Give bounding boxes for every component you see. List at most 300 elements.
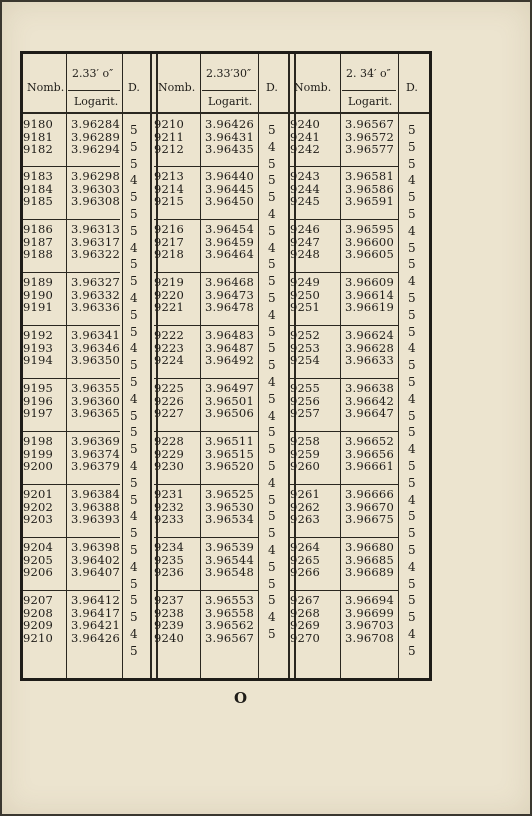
table-row-logarithm: 3.96393	[71, 512, 120, 526]
header-rule	[23, 112, 429, 114]
table-row-logarithm: 3.96548	[205, 565, 254, 579]
difference-value: 4	[130, 341, 138, 356]
table-row-logarithm: 3.96708	[345, 630, 394, 645]
table-row-number: 9207	[23, 593, 54, 607]
difference-value: 5	[268, 492, 276, 507]
table-row-logarithm: 3.96685	[345, 552, 394, 567]
difference-value: 5	[130, 610, 138, 625]
table-row-number: 9266	[290, 565, 321, 579]
table-row-number: 9255	[290, 381, 321, 395]
difference-value: 5	[408, 190, 416, 205]
table-row-logarithm: 3.96303	[71, 181, 120, 196]
table-row-number: 9251	[290, 300, 321, 314]
table-row-logarithm: 3.96360	[71, 393, 120, 408]
table-row-logarithm: 3.96450	[205, 194, 254, 208]
difference-value: 5	[408, 358, 416, 373]
table-row-number: 9220	[154, 287, 185, 302]
logarit-header: Logarit.	[74, 95, 119, 108]
difference-value: 5	[268, 190, 276, 205]
table-row-number: 9199	[23, 446, 54, 461]
difference-value: 5	[408, 240, 416, 255]
table-row-logarithm: 3.96374	[71, 446, 120, 461]
table-row-number: 9184	[23, 181, 54, 196]
angle-header: 2. 34′ o″	[346, 67, 391, 80]
difference-value: 5	[408, 257, 416, 272]
table-row-number: 9194	[23, 353, 54, 367]
table-row-number: 9270	[290, 630, 321, 645]
difference-value: 5	[130, 123, 138, 137]
table-row-number: 9191	[23, 300, 54, 314]
table-row-number: 9260	[290, 459, 321, 473]
table-row-number: 9269	[290, 618, 321, 632]
difference-value: 5	[408, 459, 416, 473]
table-row-logarithm: 3.96332	[71, 287, 120, 302]
group-rule	[154, 431, 258, 432]
table-row-logarithm: 3.96407	[71, 565, 120, 579]
difference-value: 5	[408, 408, 416, 423]
table-row-logarithm: 3.96534	[205, 512, 254, 526]
table-row-logarithm: 3.96675	[345, 512, 394, 526]
difference-value: 5	[408, 324, 416, 339]
table-row-number: 9226	[154, 393, 185, 408]
difference-value: 4	[408, 391, 416, 406]
table-row-number: 9210	[23, 630, 54, 645]
table-row-number: 9240	[290, 117, 321, 131]
column-rule	[122, 54, 123, 678]
difference-value: 5	[130, 375, 138, 389]
table-row-number: 9217	[154, 234, 185, 249]
table-row-logarithm: 3.96445	[205, 181, 254, 196]
table-row-number: 9214	[154, 181, 185, 196]
table-row-number: 9252	[290, 328, 321, 342]
table-row-logarithm: 3.96619	[345, 300, 394, 314]
table-row-logarithm: 3.96605	[345, 247, 394, 261]
table-row-logarithm: 3.96699	[345, 605, 394, 620]
difference-value: 4	[130, 509, 138, 524]
group-rule	[23, 325, 120, 326]
difference-value: 4	[268, 475, 276, 490]
table-row-logarithm: 3.96511	[205, 434, 254, 448]
table-row-logarithm: 3.96294	[71, 142, 120, 156]
difference-value: 5	[130, 156, 138, 171]
table-row-logarithm: 3.96609	[345, 275, 394, 289]
table-row-logarithm: 3.96501	[205, 393, 254, 408]
table-row-number: 9242	[290, 142, 321, 156]
table-row-logarithm: 3.96647	[345, 406, 394, 420]
group-rule	[23, 166, 120, 167]
difference-value: 5	[268, 358, 276, 373]
difference-value: 5	[130, 274, 138, 289]
table-row-number: 9253	[290, 340, 321, 355]
table-row-logarithm: 3.96506	[205, 406, 254, 420]
table-row-logarithm: 3.96426	[205, 117, 254, 131]
difference-value: 4	[408, 627, 416, 641]
table-row-number: 9192	[23, 328, 54, 342]
table-row-number: 9240	[154, 630, 185, 645]
table-row-logarithm: 3.96440	[205, 169, 254, 183]
table-row-number: 9190	[23, 287, 54, 302]
table-row-number: 9246	[290, 222, 321, 236]
table-row-logarithm: 3.96520	[205, 459, 254, 473]
difference-value: 5	[130, 223, 138, 238]
group-rule	[154, 590, 258, 591]
group-rule	[290, 537, 398, 538]
group-rule	[154, 166, 258, 167]
table-row-number: 9232	[154, 499, 185, 514]
table-row-number: 9241	[290, 129, 321, 144]
difference-value: 5	[130, 576, 138, 591]
table-row-number: 9222	[154, 328, 185, 342]
table-row-number: 9265	[290, 552, 321, 567]
d-header: D.	[128, 81, 140, 94]
logarit-header: Logarit.	[348, 95, 393, 108]
difference-value: 4	[268, 375, 276, 389]
table-row-logarithm: 3.96388	[71, 499, 120, 514]
nomb-header: Nomb.	[158, 81, 196, 94]
angle-header: 2.33′ o″	[72, 67, 114, 80]
table-row-number: 9201	[23, 487, 54, 501]
table-row-logarithm: 3.96459	[205, 234, 254, 249]
table-row-logarithm: 3.96483	[205, 328, 254, 342]
difference-value: 5	[268, 459, 276, 473]
table-row-number: 9223	[154, 340, 185, 355]
difference-value: 4	[408, 442, 416, 457]
column-rule	[398, 54, 399, 678]
group-rule	[23, 378, 120, 379]
difference-value: 5	[268, 123, 276, 137]
column-rule	[340, 54, 341, 678]
table-row-number: 9235	[154, 552, 185, 567]
difference-value: 4	[130, 391, 138, 406]
table-row-number: 9180	[23, 117, 54, 131]
group-rule	[23, 484, 120, 485]
group-rule	[23, 590, 120, 591]
table-row-number: 9239	[154, 618, 185, 632]
difference-value: 5	[130, 593, 138, 608]
difference-value: 5	[130, 442, 138, 457]
difference-value: 5	[408, 375, 416, 389]
table-row-number: 9213	[154, 169, 185, 183]
table-row-number: 9221	[154, 300, 185, 314]
group-rule	[23, 537, 120, 538]
group-rule	[154, 484, 258, 485]
group-rule	[154, 325, 258, 326]
table-row-logarithm: 3.96689	[345, 565, 394, 579]
table-row-logarithm: 3.96680	[345, 540, 394, 554]
table-row-logarithm: 3.96581	[345, 169, 394, 183]
table-row-number: 9237	[154, 593, 185, 607]
difference-value: 4	[408, 341, 416, 356]
table-row-number: 9245	[290, 194, 321, 208]
group-rule	[23, 272, 120, 273]
difference-value: 5	[268, 341, 276, 356]
table-row-number: 9258	[290, 434, 321, 448]
table-row-logarithm: 3.96525	[205, 487, 254, 501]
table-row-logarithm: 3.96515	[205, 446, 254, 461]
table-row-number: 9208	[23, 605, 54, 620]
group-rule	[23, 219, 120, 220]
difference-value: 4	[268, 139, 276, 154]
group-rule	[290, 166, 398, 167]
table-row-logarithm: 3.96402	[71, 552, 120, 567]
difference-value: 5	[408, 643, 416, 658]
table-row-logarithm: 3.96384	[71, 487, 120, 501]
table-row-logarithm: 3.96614	[345, 287, 394, 302]
table-row-number: 9186	[23, 222, 54, 236]
table-row-number: 9181	[23, 129, 54, 144]
table-row-logarithm: 3.96628	[345, 340, 394, 355]
table-row-logarithm: 3.96426	[71, 630, 120, 645]
group-rule	[290, 378, 398, 379]
difference-value: 4	[408, 173, 416, 188]
table-row-number: 9210	[154, 117, 185, 131]
table-row-number: 9188	[23, 247, 54, 261]
table-row-number: 9185	[23, 194, 54, 208]
table-row-number: 9204	[23, 540, 54, 554]
group-rule	[290, 431, 398, 432]
difference-value: 5	[268, 274, 276, 289]
group-rule	[290, 219, 398, 220]
difference-value: 4	[268, 207, 276, 221]
difference-value: 5	[130, 526, 138, 541]
difference-value: 5	[408, 207, 416, 221]
table-row-logarithm: 3.96379	[71, 459, 120, 473]
difference-value: 4	[408, 223, 416, 238]
difference-value: 5	[130, 425, 138, 440]
table-row-logarithm: 3.96322	[71, 247, 120, 261]
group-rule	[290, 325, 398, 326]
table-row-number: 9224	[154, 353, 185, 367]
difference-value: 4	[130, 559, 138, 574]
group-rule	[290, 484, 398, 485]
logarit-header: Logarit.	[208, 95, 253, 108]
table-row-logarithm: 3.96558	[205, 605, 254, 620]
difference-value: 5	[130, 207, 138, 221]
difference-value: 5	[130, 475, 138, 490]
angle-header: 2.33′30″	[206, 67, 252, 80]
difference-value: 4	[268, 240, 276, 255]
table-row-number: 9233	[154, 512, 185, 526]
table-row-number: 9267	[290, 593, 321, 607]
table-row-logarithm: 3.96284	[71, 117, 120, 131]
table-row-number: 9228	[154, 434, 185, 448]
table-row-number: 9219	[154, 275, 185, 289]
difference-value: 4	[408, 559, 416, 574]
table-row-logarithm: 3.96308	[71, 194, 120, 208]
table-row-logarithm: 3.96454	[205, 222, 254, 236]
angle-rule	[68, 90, 120, 91]
table-row-logarithm: 3.96694	[345, 593, 394, 607]
difference-value: 5	[268, 509, 276, 524]
table-row-logarithm: 3.96341	[71, 328, 120, 342]
table-row-logarithm: 3.96652	[345, 434, 394, 448]
table-row-number: 9247	[290, 234, 321, 249]
table-row-number: 9215	[154, 194, 185, 208]
table-row-number: 9212	[154, 142, 185, 156]
table-row-logarithm: 3.96435	[205, 142, 254, 156]
table-row-number: 9203	[23, 512, 54, 526]
table-row-number: 9182	[23, 142, 54, 156]
table-row-number: 9261	[290, 487, 321, 501]
difference-value: 5	[408, 156, 416, 171]
table-row-logarithm: 3.96670	[345, 499, 394, 514]
table-row-number: 9189	[23, 275, 54, 289]
difference-value: 5	[408, 475, 416, 490]
difference-value: 5	[268, 559, 276, 574]
table-row-logarithm: 3.96642	[345, 393, 394, 408]
table-row-number: 9243	[290, 169, 321, 183]
difference-value: 5	[130, 358, 138, 373]
table-row-logarithm: 3.96417	[71, 605, 120, 620]
table-row-number: 9244	[290, 181, 321, 196]
table-row-logarithm: 3.96586	[345, 181, 394, 196]
table-row-logarithm: 3.96656	[345, 446, 394, 461]
table-row-number: 9248	[290, 247, 321, 261]
difference-value: 5	[408, 425, 416, 440]
table-row-logarithm: 3.96398	[71, 540, 120, 554]
difference-value: 5	[408, 576, 416, 591]
table-row-logarithm: 3.96492	[205, 353, 254, 367]
table-row-number: 9262	[290, 499, 321, 514]
difference-value: 5	[130, 543, 138, 557]
table-row-number: 9218	[154, 247, 185, 261]
table-row-logarithm: 3.96317	[71, 234, 120, 249]
table-row-logarithm: 3.96468	[205, 275, 254, 289]
difference-value: 5	[268, 526, 276, 541]
nomb-header: Nomb.	[27, 81, 65, 94]
table-row-logarithm: 3.96562	[205, 618, 254, 632]
difference-value: 5	[408, 139, 416, 154]
difference-value: 4	[268, 543, 276, 557]
table-row-number: 9197	[23, 406, 54, 420]
table-row-logarithm: 3.96327	[71, 275, 120, 289]
d-header: D.	[406, 81, 418, 94]
table-row-logarithm: 3.96298	[71, 169, 120, 183]
difference-value: 5	[268, 627, 276, 641]
table-row-logarithm: 3.96530	[205, 499, 254, 514]
table-row-number: 9216	[154, 222, 185, 236]
difference-value: 5	[130, 257, 138, 272]
difference-value: 5	[408, 526, 416, 541]
table-row-logarithm: 3.96355	[71, 381, 120, 395]
table-row-number: 9211	[154, 129, 185, 144]
table-row-number: 9200	[23, 459, 54, 473]
difference-value: 5	[130, 190, 138, 205]
group-rule	[154, 537, 258, 538]
difference-value: 5	[268, 593, 276, 608]
table-row-logarithm: 3.96544	[205, 552, 254, 567]
table-row-number: 9187	[23, 234, 54, 249]
table-row-logarithm: 3.96591	[345, 194, 394, 208]
difference-value: 5	[408, 543, 416, 557]
table-row-logarithm: 3.96346	[71, 340, 120, 355]
difference-value: 5	[268, 257, 276, 272]
difference-value: 4	[408, 274, 416, 289]
table-row-number: 9198	[23, 434, 54, 448]
group-rule	[23, 431, 120, 432]
d-header: D.	[266, 81, 278, 94]
table-row-logarithm: 3.96567	[205, 630, 254, 645]
table-row-number: 9263	[290, 512, 321, 526]
table-row-number: 9238	[154, 605, 185, 620]
table-row-logarithm: 3.96539	[205, 540, 254, 554]
table-row-logarithm: 3.96567	[345, 117, 394, 131]
table-row-number: 9254	[290, 353, 321, 367]
table-row-number: 9257	[290, 406, 321, 420]
column-rule	[66, 54, 67, 678]
table-row-number: 9230	[154, 459, 185, 473]
table-row-number: 9195	[23, 381, 54, 395]
group-rule	[290, 272, 398, 273]
table-row-logarithm: 3.96473	[205, 287, 254, 302]
table-row-logarithm: 3.96595	[345, 222, 394, 236]
difference-value: 4	[130, 459, 138, 473]
table-row-logarithm: 3.96666	[345, 487, 394, 501]
column-rule	[200, 54, 201, 678]
difference-value: 4	[130, 173, 138, 188]
difference-value: 5	[408, 291, 416, 305]
table-row-number: 9259	[290, 446, 321, 461]
difference-value: 5	[268, 324, 276, 339]
table-row-number: 9205	[23, 552, 54, 567]
table-row-number: 9231	[154, 487, 185, 501]
table-row-number: 9229	[154, 446, 185, 461]
table-row-number: 9196	[23, 393, 54, 408]
table-row-logarithm: 3.96313	[71, 222, 120, 236]
difference-value: 5	[268, 156, 276, 171]
table-row-logarithm: 3.96638	[345, 381, 394, 395]
difference-value: 4	[130, 291, 138, 305]
difference-value: 5	[408, 593, 416, 608]
signature-mark: O	[234, 689, 248, 707]
difference-value: 5	[130, 139, 138, 154]
difference-value: 5	[130, 307, 138, 322]
table-row-logarithm: 3.96365	[71, 406, 120, 420]
table-row-logarithm: 3.96421	[71, 618, 120, 632]
angle-rule	[342, 90, 396, 91]
table-row-number: 9264	[290, 540, 321, 554]
group-rule	[154, 219, 258, 220]
difference-value: 4	[268, 307, 276, 322]
table-row-number: 9202	[23, 499, 54, 514]
group-rule	[154, 378, 258, 379]
table-row-logarithm: 3.96633	[345, 353, 394, 367]
table-row-logarithm: 3.96577	[345, 142, 394, 156]
table-row-number: 9256	[290, 393, 321, 408]
difference-value: 5	[408, 123, 416, 137]
table-row-logarithm: 3.96703	[345, 618, 394, 632]
nomb-header: Nomb.	[294, 81, 332, 94]
difference-value: 4	[130, 627, 138, 641]
table-row-number: 9227	[154, 406, 185, 420]
table-row-number: 9209	[23, 618, 54, 632]
table-row-logarithm: 3.96553	[205, 593, 254, 607]
difference-value: 5	[408, 307, 416, 322]
table-row-number: 9193	[23, 340, 54, 355]
table-row-number: 9268	[290, 605, 321, 620]
difference-value: 5	[130, 492, 138, 507]
table-row-logarithm: 3.96464	[205, 247, 254, 261]
column-rule	[150, 54, 152, 678]
table-row-number: 9250	[290, 287, 321, 302]
table-row-logarithm: 3.96497	[205, 381, 254, 395]
group-rule	[290, 590, 398, 591]
difference-value: 4	[268, 610, 276, 625]
difference-value: 5	[408, 509, 416, 524]
difference-value: 5	[130, 408, 138, 423]
difference-value: 5	[268, 391, 276, 406]
table-row-number: 9225	[154, 381, 185, 395]
